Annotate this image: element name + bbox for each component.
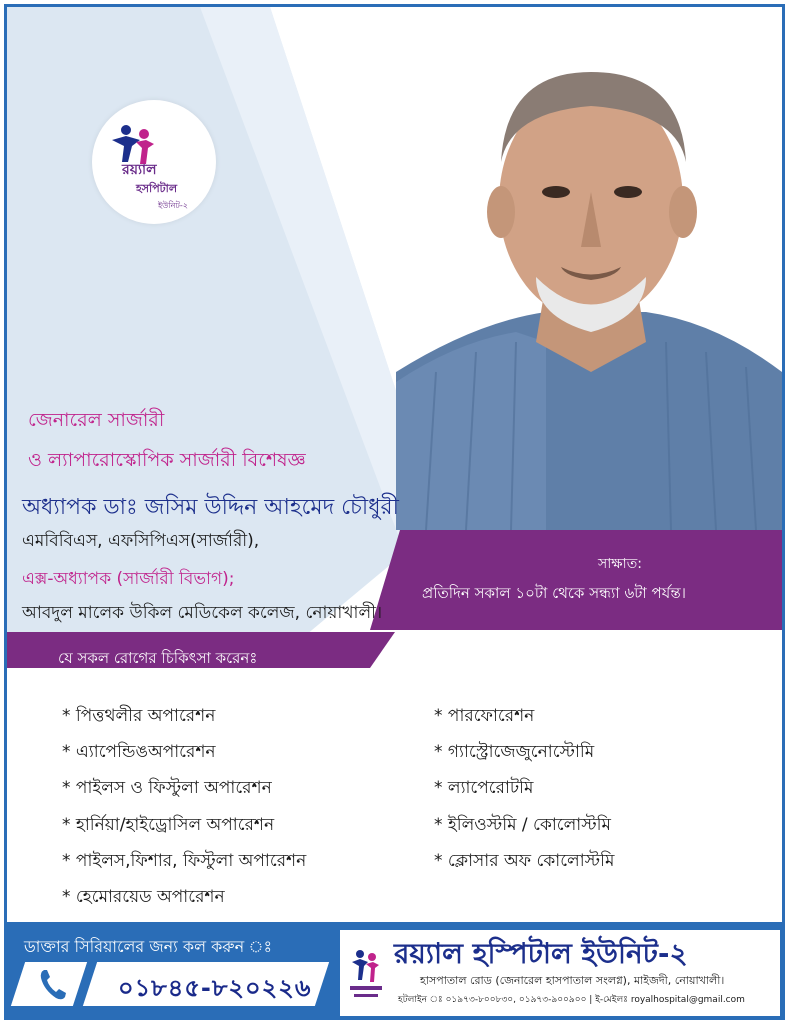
logo-line-2: হসপিটাল	[136, 182, 178, 195]
hospital-name: রয়্যাল হস্পিটাল ইউনিট-২	[394, 937, 688, 970]
visit-label: সাক্ষাত:	[598, 556, 642, 572]
disease-item: * পাইলস ও ফিস্টুলা অপারেশন	[62, 778, 272, 798]
doctor-name: অধ্যাপক ডাঃ জসিম উদ্দিন আহমেদ চৌধুরী	[22, 495, 399, 520]
disease-item: * গ্যাস্ট্রোজেজুনোস্টোমি	[434, 742, 595, 762]
visit-band	[370, 530, 782, 630]
disease-item: * ক্লোসার অফ কোলোস্টমি	[434, 851, 615, 871]
disease-item: * পারফোরেশন	[434, 706, 535, 726]
call-label: ডাক্তার সিরিয়ালের জন্য কল করুন ঃ	[24, 937, 273, 956]
diseases-heading: যে সকল রোগের চিকিৎসা করেনঃ	[58, 649, 258, 667]
phone-icon[interactable]	[38, 966, 68, 1002]
doctor-photo	[396, 42, 782, 530]
hospital-address: হাসপাতাল রোড (জেনারেল হাসপাতাল সংলগ্ন), মাইজদী, নোয়াখালী।	[420, 974, 725, 987]
phone-number[interactable]: ০১৮৪৫-৮২০২২৬	[118, 974, 312, 1002]
disease-item: * এ্যাপেন্ডিঙঅপারেশন	[62, 742, 216, 762]
disease-item: * পাইলস,ফিশার, ফিস্টুলা অপারেশন	[62, 851, 307, 871]
hospital-hotline: হটলাইন ঃ ০১৯৭৩-৮০০৮৩০, ০১৯৭৩-৯০০৯০০ | ই-মেইলঃ royalhospital@gmail.com	[398, 995, 745, 1005]
disease-item: * ইলিওস্টমি / কোলোস্টমি	[434, 815, 611, 835]
specialty-line-2: ও ল্যাপারোস্কোপিক সার্জারী বিশেষজ্ঞ	[28, 449, 306, 471]
logo-line-1: রয়্যাল	[122, 162, 157, 178]
disease-item: * হেমোরয়েড অপারেশন	[62, 887, 225, 907]
specialty-line-1: জেনারেল সার্জারী	[28, 409, 165, 431]
visit-time: প্রতিদিন সকাল ১০টা থেকে সন্ধ্যা ৬টা পর্যন্ত।	[422, 584, 687, 602]
hospital-logo	[92, 100, 216, 224]
small-logo-icon	[346, 940, 386, 1004]
disease-item: * পিত্তথলীর অপারেশন	[62, 706, 216, 726]
disease-item: * ল্যাপেরোটমি	[434, 778, 534, 798]
doctor-position: এক্স-অধ্যাপক (সার্জারী বিভাগ);	[22, 569, 235, 589]
doctor-degrees: এমবিবিএস, এফসিপিএস(সার্জারী),	[22, 531, 260, 551]
doctor-college: আবদুল মালেক উকিল মেডিকেল কলেজ, নোয়াখালী।	[22, 603, 383, 623]
disease-item: * হার্নিয়া/হাইড্রোসিল অপারেশন	[62, 815, 275, 835]
logo-line-3: ইউনিট-২	[158, 201, 188, 210]
